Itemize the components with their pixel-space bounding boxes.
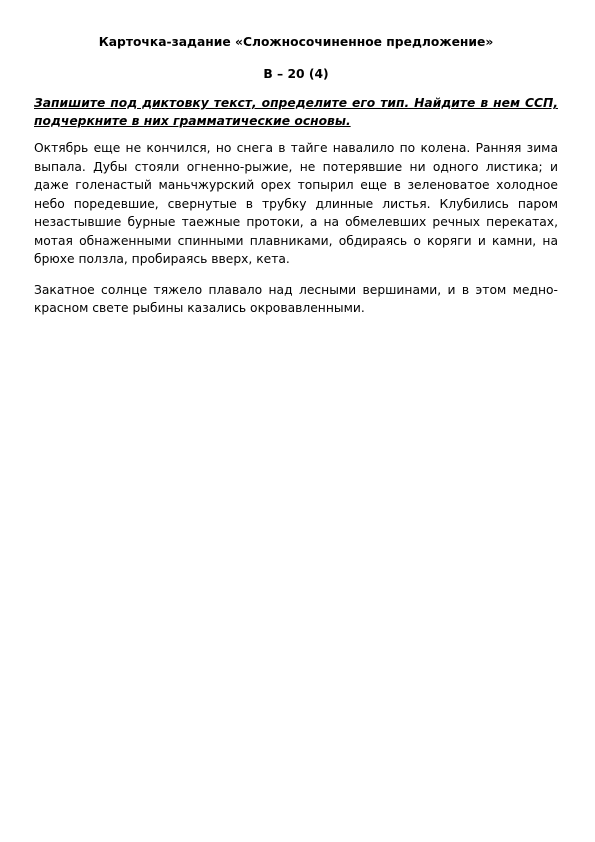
text-paragraph-2: Закатное солнце тяжело плавало над лесными вершинами, и в этом медно-красном свете рыбины казались окровавленными. [34,282,558,315]
variant-label: В – 20 (4) [263,67,329,81]
document-content [34,34,558,318]
document-title: Карточка-задание «Сложносочиненное предложение» [98,35,494,49]
task-instruction: Запишите под диктовку текст, определите его тип. Найдите в нем ССП, подчеркните в них грамматические основы. [34,96,558,128]
text-paragraph-1: Октябрь еще не кончился, но снега в тайге навалило по колена. Ранняя зима выпала. Дубы стояли огненно-рыжие, не потерявшие ни одного листика; и даже голенастый маньчжурский орех топырил еще в зеленоватое холодное небо поредевшие, свернутые в трубку длинные листья. Клубились паром незастывшие бурные таежные протоки, а на обмелевших речных перекатах, мотая обнаженными спинными плавниками, обдираясь о коряги и камни, на брюхе ползла, пробираясь вверх, кета. [34,141,558,266]
